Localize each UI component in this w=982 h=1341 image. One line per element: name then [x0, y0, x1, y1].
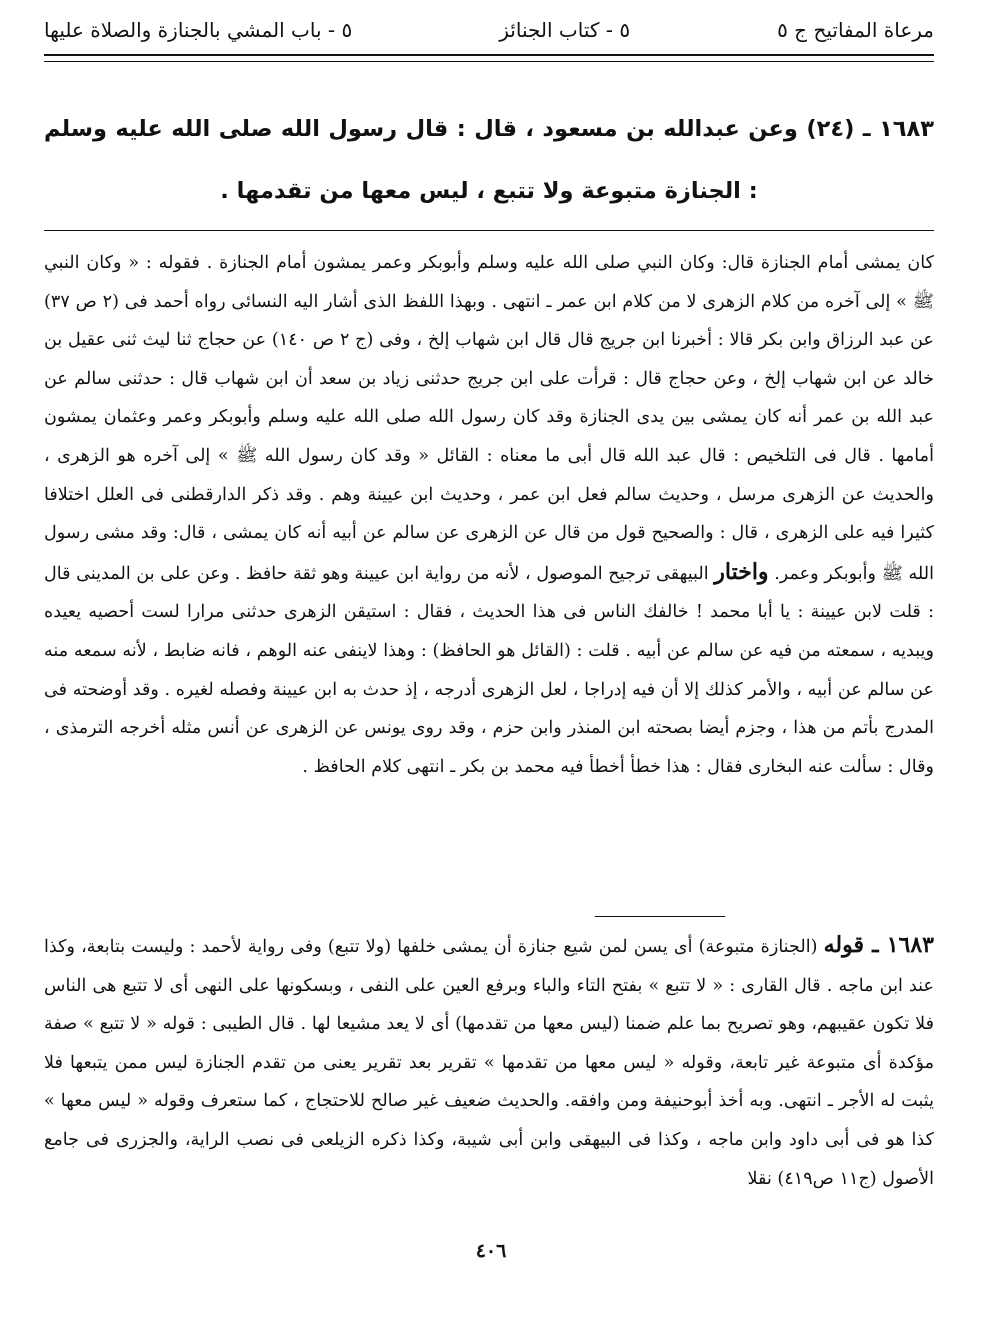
- hadith-separator-rule: [44, 230, 934, 231]
- running-header: [44, 12, 934, 48]
- header-book-title: مرعاة المفاتيح ج ٥: [777, 18, 934, 42]
- header-double-rule: [44, 54, 934, 62]
- commentary-block-1: [44, 244, 934, 786]
- footnote-separator-rule: [595, 916, 725, 917]
- header-section-title: ٥ - باب المشي بالجنازة والصلاة عليها: [44, 18, 353, 42]
- commentary-text-3: (الجنازة متبوعة) أى يسن لمن شيع جنازة أن يمشى خلفها (ولا تتبع) وفى رواية لأحمد : وليست بتابعة، وكذا عند ابن ماجه . قال القارى : « لا تتبع » بفتح التاء والباء وبرفع العين على النفى ، وبسكونها على النهى أى لا تتبع هى الناس فلا تكون عقيبهم، وهو تصريح بما علم ضمنا (ليس معها من تقدمها) أى لا يعد مشيعا لها . قال الطيبى : قوله « لا تتبع » صفة مؤكدة أى متبوعة غير تابعة، وقوله « ليس معها من تقدمها » تقرير بعد تقرير يعنى من تقدم الجنازة ليس ممن يتبعها فلا يثبت له الأجر ـ انتهى. وبه أخذ أبوحنيفة ومن وافقه. والحديث ضعيف غير صالح للاحتجاج ، كما ستعرف وقوله « ليس معها » كذا هو فى أبى داود وابن ماجه ، وكذا فى البيهقى وابن أبى شيبة، وكذا ذكره الزيلعى فى نصب الراية، والجزرى فى جامع الأصول (ج١١ ص٤١٩) نقلا: [44, 937, 934, 1189]
- ikhtar-word: واختار: [714, 558, 769, 585]
- hadith-text: ١٦٨٣ ـ (٢٤) وعن عبدالله بن مسعود ، قال : قال رسول الله صلى الله عليه وسلم : الجنازة متبوعة ولا تتبع ، ليس معها من تقدمها .: [44, 116, 934, 204]
- commentary-text-1: كان يمشى أمام الجنازة قال: وكان النبي صلى الله عليه وسلم وأبوبكر وعمر يمشون أمام الجنازة . فقوله : « وكان النبي ﷺ » إلى آخره من كلام الزهرى لا من كلام ابن عمر ـ انتهى . وبهذا اللفظ الذى أشار اليه النسائى رواه أحمد فى (٢ ص ٣٧) عن عبد الرزاق وابن بكر قالا : أخبرنا ابن جريج قال قال ابن شهاب إلخ ، وفى (ج ٢ ص ١٤٠) عن حجاج ثنا ليث ثنى عقيل بن خالد عن ابن شهاب إلخ ، وعن حجاج قال : قرأت على ابن جريج حدثنى زياد بن سعد أن ابن شهاب قال : حدثنى سالم عن عبد الله بن عمر أنه كان يمشى بين يدى الجنازة وقد كان رسول الله صلى الله عليه وسلم وأبوبكر وعمر وعثمان يمشون أمامها . قال فى التلخيص : قال عبد الله قال أبى ما معناه : القائل « وقد كان رسول الله ﷺ » إلى آخره هو الزهرى ، والحديث عن الزهرى مرسل ، وحديث سالم فعل ابن عمر ، وحديث ابن عيينة وهم . وقد ذكر الدارقطنى فى العلل اختلافا كثيرا فيه على الزهرى ، قال : والصحيح قول من قال عن الزهرى عن سالم عن أبيه أنه كان يمشى ، قال: وقد مشى رسول الله ﷺ وأبوبكر وعمر.: [44, 253, 935, 584]
- header-chapter-title: ٥ - كتاب الجنائز: [499, 18, 631, 42]
- commentary-text-2: البيهقى ترجيح الموصول ، لأنه من رواية ابن عيينة وهو ثقة حافظ . وعن على بن المدينى قال : قلت لابن عيينة : يا أبا محمد ! خالفك الناس فى هذا الحديث ، فقال : استيقن الزهرى حدثنى مرارا لست أحصيه يعيده ويبديه ، سمعته من فيه عن سالم عن أبيه . قلت : (القائل هو الحافظ) : وهذا لاينفى عنه الوهم ، فانه ضابط ، لأنه سمعه منه عن سالم عن أبيه ، والأمر كذلك إلا أن فيه إدراجا ، لعل الزهرى أدرجه ، إذ حدث به ابن عيينة وفصله لغيره . وقد أوضحته فى المدرج بأتم من هذا ، وجزم أيضا بصحته ابن المنذر وابن حزم ، وقد روى يونس عن الزهرى عن أنس مثله أخرجه الترمذى ، وقال : سألت عنه البخارى فقال : هذا خطأ أخطأ فيه محمد بن بكر ـ انتهى كلام الحافظ .: [44, 563, 934, 777]
- commentary-paragraph-1: [44, 244, 934, 786]
- page-number: ٤٠٦: [475, 1240, 507, 1262]
- commentary-paragraph-3: [44, 926, 934, 1198]
- commentary-block-2: [44, 926, 934, 1198]
- commentary-lead: ١٦٨٣ ـ قوله: [823, 932, 934, 958]
